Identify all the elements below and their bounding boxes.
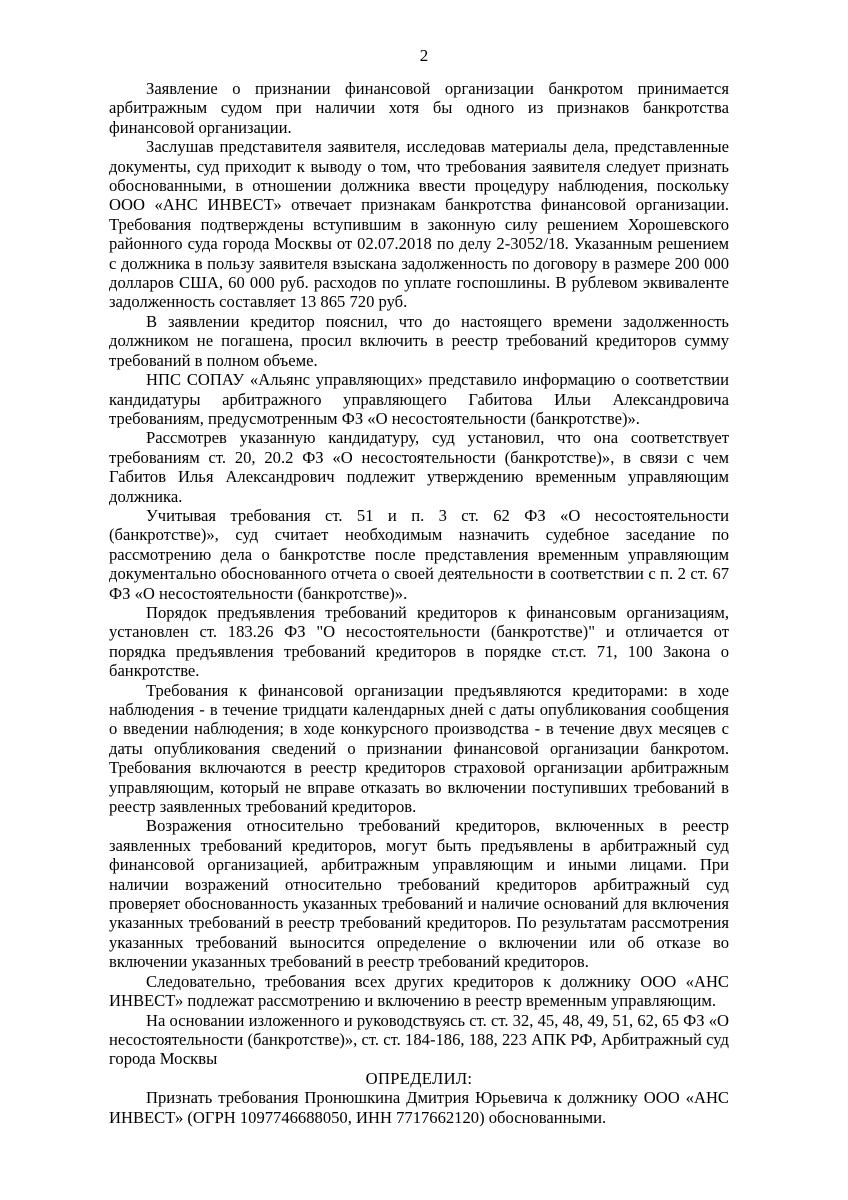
paragraph-creditor-explanation: В заявлении кредитор пояснил, что до настоящего времени задолженность должником не погашена, просил включить в реестр требований кредиторов сумму требований в полном объеме. (109, 311, 729, 370)
paragraph-objections: Возражения относительно требований кредиторов, включенных в реестр заявленных требований кредиторов, могут быть предъявлены в арбитражный суд финансовой организацией, арбитражным управляющим и иными лицами. При наличии возражений относительно требований кредиторов арбитражный суд проверяет обоснованность указанных требований и наличие оснований для включения указанных требований в реестр требований кредиторов. По результатам рассмотрения указанных требований выносится определение о включении или об отказе во включении указанных требований в реестр требований кредиторов. (109, 816, 729, 972)
document-body (109, 79, 729, 1127)
paragraph-bankruptcy-application: Заявление о признании финансовой организации банкротом принимается арбитражным судом при наличии хотя бы одного из признаков банкротства финансовой организации. (109, 79, 729, 137)
paragraph-court-findings: Заслушав представителя заявителя, исследовав материалы дела, представленные документы, суд приходит к выводу о том, что требования заявителя следует признать обоснованными, в отношении должника ввести процедуру наблюдения, поскольку ООО «АНС ИНВЕСТ» отвечает признакам банкротства финансовой организации. Требования подтверждены вступившим в законную силу решением Хорошевского районного суда города Москвы от 02.07.2018 по делу 2-3052/18. Указанным решением с должника в пользу заявителя взыскана задолженность по договору в размере 200 000 долларов США, 60 000 руб. расходов по уплате госпошлины. В рублевом эквиваленте задолженность составляет 13 865 720 руб. (109, 137, 729, 312)
paragraph-legal-basis: На основании изложенного и руководствуясь ст. ст. 32, 45, 48, 49, 51, 62, 65 ФЗ «О несостоятельности (банкротстве)», ст. ст. 184-186, 188, 223 АПК РФ, Арбитражный суд города Москвы (109, 1010, 729, 1069)
paragraph-manager-candidate-info: НПС СОПАУ «Альянс управляющих» представило информацию о соответствии кандидатуры арбитражного управляющего Габитова Ильи Александровича требованиям, предусмотренным ФЗ «О несостоятельности (банкротстве)». (109, 370, 729, 428)
paragraph-ruling: Признать требования Пронюшкина Дмитрия Юрьевича к должнику ООО «АНС ИНВЕСТ» (ОГРН 1097746688050, ИНН 7717662120) обоснованными. (109, 1088, 729, 1127)
paragraph-claims-procedure: Порядок предъявления требований кредиторов к финансовым организациям, установлен ст. 183.26 ФЗ "О несостоятельности (банкротстве)" и отличается от порядка предъявления требований кредиторов в порядке ст.ст. 71, 100 Закона о банкротстве. (109, 602, 729, 681)
paragraph-claims-deadlines: Требования к финансовой организации предъявляются кредиторами: в ходе наблюдения - в течение тридцати календарных дней с даты опубликования сообщения о введении наблюдения; в ходе конкурсного производства - в течение двух месяцев с даты опубликования сведений о признании финансовой организации банкротом. Требования включаются в реестр кредиторов страховой организации арбитражным управляющим, который не вправе отказать во включении поступивших требований в реестр заявленных требований кредиторов. (109, 680, 729, 817)
ruling-heading: ОПРЕДЕЛИЛ: (365, 1068, 473, 1088)
paragraph-consequently: Следовательно, требования всех других кредиторов к должнику ООО «АНС ИНВЕСТ» подлежат рассмотрению и включению в реестр временным управляющим. (109, 971, 729, 1011)
paragraph-hearing-scheduling: Учитывая требования ст. 51 и п. 3 ст. 62 ФЗ «О несостоятельности (банкротстве)», суд считает необходимым назначить судебное заседание по рассмотрению дела о банкротстве после представления временным управляющим документально обоснованного отчета о своей деятельности в соответствии с п. 2 ст. 67 ФЗ «О несостоятельности (банкротстве)». (109, 505, 729, 603)
paragraph-candidate-approval: Рассмотрев указанную кандидатуру, суд установил, что она соответствует требованиям ст. 20, 20.2 ФЗ «О несостоятельности (банкротстве)», в связи с чем Габитов Илья Александрович подлежит утверждению временным управляющим должника. (109, 428, 729, 506)
page-number: 2 (419, 46, 429, 65)
